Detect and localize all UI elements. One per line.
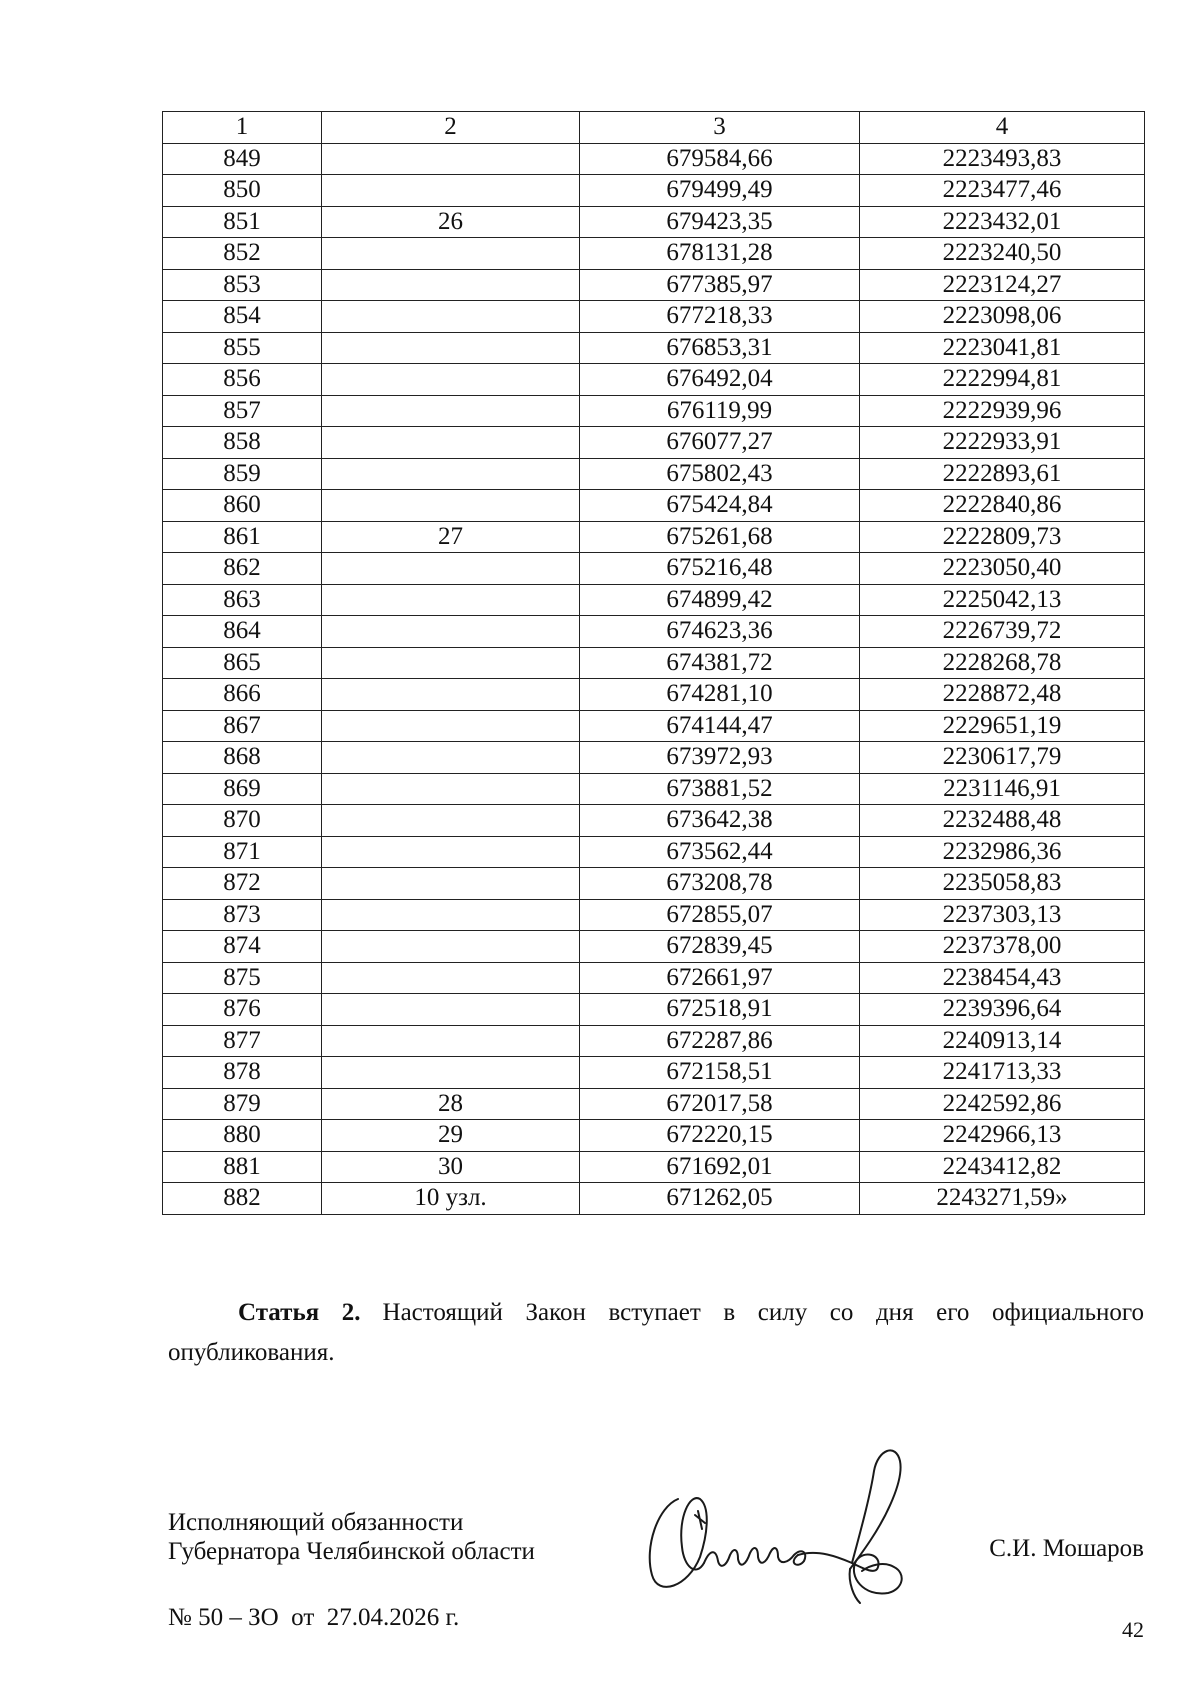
table-row xyxy=(163,364,1145,396)
table-cell xyxy=(322,1025,580,1057)
table-cell: 26 xyxy=(322,206,580,238)
table-cell xyxy=(322,458,580,490)
table-cell: 864 xyxy=(163,616,322,648)
table-row xyxy=(163,238,1145,270)
table-row xyxy=(163,269,1145,301)
table-cell: 676492,04 xyxy=(580,364,860,396)
table-cell: 851 xyxy=(163,206,322,238)
table-cell: 673562,44 xyxy=(580,836,860,868)
table-cell: 2243271,59» xyxy=(860,1183,1145,1215)
table-cell: 679584,66 xyxy=(580,143,860,175)
table-cell: 2223124,27 xyxy=(860,269,1145,301)
table-cell: 2231146,91 xyxy=(860,773,1145,805)
table-cell: 880 xyxy=(163,1120,322,1152)
position-line-1: Исполняющий обязанности xyxy=(168,1509,464,1536)
table-cell: 854 xyxy=(163,301,322,333)
table-cell: 676077,27 xyxy=(580,427,860,459)
table-cell xyxy=(322,364,580,396)
table-cell: 675424,84 xyxy=(580,490,860,522)
table-row xyxy=(163,521,1145,553)
table-cell xyxy=(322,395,580,427)
table-cell xyxy=(322,427,580,459)
table-cell: 673881,52 xyxy=(580,773,860,805)
table-cell: 2232488,48 xyxy=(860,805,1145,837)
column-header: 3 xyxy=(580,112,860,144)
table-row xyxy=(163,584,1145,616)
table-row xyxy=(163,206,1145,238)
table-row xyxy=(163,710,1145,742)
table-cell: 2242592,86 xyxy=(860,1088,1145,1120)
table-cell: 852 xyxy=(163,238,322,270)
table-cell: 863 xyxy=(163,584,322,616)
table-cell: 2223050,40 xyxy=(860,553,1145,585)
table-row xyxy=(163,175,1145,207)
table-cell: 676119,99 xyxy=(580,395,860,427)
table-cell: 2228872,48 xyxy=(860,679,1145,711)
column-header: 4 xyxy=(860,112,1145,144)
table-cell: 672518,91 xyxy=(580,994,860,1026)
table-cell: 677385,97 xyxy=(580,269,860,301)
table-cell: 2242966,13 xyxy=(860,1120,1145,1152)
table-row xyxy=(163,458,1145,490)
table-cell: 2241713,33 xyxy=(860,1057,1145,1089)
table-cell: 676853,31 xyxy=(580,332,860,364)
table-cell xyxy=(322,773,580,805)
table-cell xyxy=(322,647,580,679)
table-cell: 2229651,19 xyxy=(860,710,1145,742)
table-row xyxy=(163,301,1145,333)
table-row xyxy=(163,143,1145,175)
table-row xyxy=(163,332,1145,364)
table-cell: 674623,36 xyxy=(580,616,860,648)
table-cell: 865 xyxy=(163,647,322,679)
article-text: Настоящий Закон вступает в силу со дня его официального опубликования. xyxy=(168,1299,1144,1366)
table-cell xyxy=(322,994,580,1026)
column-header: 1 xyxy=(163,112,322,144)
article-label: Статья 2. xyxy=(238,1299,361,1326)
table-cell: 30 xyxy=(322,1151,580,1183)
position-line-2: Губернатора Челябинской области xyxy=(168,1538,535,1565)
table-cell: 849 xyxy=(163,143,322,175)
table-cell: 866 xyxy=(163,679,322,711)
table-cell: 882 xyxy=(163,1183,322,1215)
table-cell: 873 xyxy=(163,899,322,931)
table-cell: 867 xyxy=(163,710,322,742)
table-row xyxy=(163,836,1145,868)
table-cell xyxy=(322,836,580,868)
table-cell xyxy=(322,742,580,774)
table-cell: 675261,68 xyxy=(580,521,860,553)
table-cell xyxy=(322,899,580,931)
table-cell: 858 xyxy=(163,427,322,459)
table-row xyxy=(163,1183,1145,1215)
table-cell: 869 xyxy=(163,773,322,805)
table-cell: 671262,05 xyxy=(580,1183,860,1215)
table-cell xyxy=(322,616,580,648)
table-cell xyxy=(322,143,580,175)
table-cell xyxy=(322,175,580,207)
table-row xyxy=(163,490,1145,522)
table-cell: 855 xyxy=(163,332,322,364)
table-row xyxy=(163,1151,1145,1183)
table-cell: 28 xyxy=(322,1088,580,1120)
table-cell xyxy=(322,584,580,616)
column-header: 2 xyxy=(322,112,580,144)
table-row xyxy=(163,962,1145,994)
table-cell: 674381,72 xyxy=(580,647,860,679)
table-row xyxy=(163,553,1145,585)
table-row xyxy=(163,1057,1145,1089)
table-cell: 675216,48 xyxy=(580,553,860,585)
table-cell xyxy=(322,931,580,963)
table-header-row xyxy=(163,112,1145,144)
table-row xyxy=(163,899,1145,931)
table-cell xyxy=(322,805,580,837)
table-cell: 872 xyxy=(163,868,322,900)
table-cell: 2225042,13 xyxy=(860,584,1145,616)
table-cell: 2223098,06 xyxy=(860,301,1145,333)
table-row xyxy=(163,931,1145,963)
table-cell: 10 узл. xyxy=(322,1183,580,1215)
table-cell: 672220,15 xyxy=(580,1120,860,1152)
table-cell xyxy=(322,679,580,711)
table-cell: 2239396,64 xyxy=(860,994,1145,1026)
table-cell: 672855,07 xyxy=(580,899,860,931)
table-row xyxy=(163,805,1145,837)
table-cell: 2226739,72 xyxy=(860,616,1145,648)
table-cell xyxy=(322,490,580,522)
table-row xyxy=(163,742,1145,774)
table-cell: 2237303,13 xyxy=(860,899,1145,931)
table-cell: 677218,33 xyxy=(580,301,860,333)
table-cell: 2243412,82 xyxy=(860,1151,1145,1183)
table-row xyxy=(163,395,1145,427)
table-cell: 856 xyxy=(163,364,322,396)
handwritten-signature xyxy=(638,1437,918,1607)
table-cell: 2237378,00 xyxy=(860,931,1145,963)
table-row xyxy=(163,679,1145,711)
table-cell xyxy=(322,301,580,333)
article-2 xyxy=(168,1293,1144,1373)
table-cell: 860 xyxy=(163,490,322,522)
table-cell: 2222809,73 xyxy=(860,521,1145,553)
table-cell: 857 xyxy=(163,395,322,427)
table-row xyxy=(163,616,1145,648)
table-cell: 853 xyxy=(163,269,322,301)
table-cell xyxy=(322,868,580,900)
table-row xyxy=(163,427,1145,459)
signatory-position xyxy=(168,1508,535,1566)
table-cell: 673208,78 xyxy=(580,868,860,900)
table-cell: 672158,51 xyxy=(580,1057,860,1089)
table-cell: 673642,38 xyxy=(580,805,860,837)
table-row xyxy=(163,1120,1145,1152)
table-cell: 868 xyxy=(163,742,322,774)
table-cell xyxy=(322,238,580,270)
table-cell: 673972,93 xyxy=(580,742,860,774)
table-row xyxy=(163,868,1145,900)
table-cell: 674899,42 xyxy=(580,584,860,616)
table-cell: 679499,49 xyxy=(580,175,860,207)
table-cell: 2223493,83 xyxy=(860,143,1145,175)
table-cell: 2223477,46 xyxy=(860,175,1145,207)
table-cell xyxy=(322,710,580,742)
table-cell: 2222893,61 xyxy=(860,458,1145,490)
table-cell: 875 xyxy=(163,962,322,994)
table-cell: 671692,01 xyxy=(580,1151,860,1183)
table-cell: 675802,43 xyxy=(580,458,860,490)
table-cell: 674144,47 xyxy=(580,710,860,742)
law-number-date: № 50 – ЗО от 27.04.2026 г. xyxy=(168,1604,460,1631)
table-cell: 881 xyxy=(163,1151,322,1183)
table-cell: 674281,10 xyxy=(580,679,860,711)
table-row xyxy=(163,994,1145,1026)
table-cell: 2230617,79 xyxy=(860,742,1145,774)
table-cell: 861 xyxy=(163,521,322,553)
signer-name: С.И. Мошаров xyxy=(989,1535,1144,1562)
table-cell xyxy=(322,553,580,585)
table-cell xyxy=(322,962,580,994)
table-row xyxy=(163,1025,1145,1057)
table-cell: 876 xyxy=(163,994,322,1026)
table-row xyxy=(163,1088,1145,1120)
table-cell: 2223041,81 xyxy=(860,332,1145,364)
table-cell: 850 xyxy=(163,175,322,207)
table-row xyxy=(163,647,1145,679)
table-cell: 679423,35 xyxy=(580,206,860,238)
table-cell: 672017,58 xyxy=(580,1088,860,1120)
table-cell: 2240913,14 xyxy=(860,1025,1145,1057)
table-cell xyxy=(322,332,580,364)
table-cell: 2222933,91 xyxy=(860,427,1145,459)
table-cell: 2222994,81 xyxy=(860,364,1145,396)
table-cell: 2235058,83 xyxy=(860,868,1145,900)
table-cell xyxy=(322,1057,580,1089)
table-cell: 672839,45 xyxy=(580,931,860,963)
table-cell: 859 xyxy=(163,458,322,490)
table-cell: 2223240,50 xyxy=(860,238,1145,270)
table-cell: 2228268,78 xyxy=(860,647,1145,679)
table-cell: 870 xyxy=(163,805,322,837)
table-cell: 878 xyxy=(163,1057,322,1089)
page-number: 42 xyxy=(1122,1617,1144,1642)
table-cell: 2222939,96 xyxy=(860,395,1145,427)
table-cell: 2222840,86 xyxy=(860,490,1145,522)
table-cell: 678131,28 xyxy=(580,238,860,270)
table-row xyxy=(163,773,1145,805)
table-cell: 2238454,43 xyxy=(860,962,1145,994)
table-cell: 672661,97 xyxy=(580,962,860,994)
table-cell: 874 xyxy=(163,931,322,963)
table-cell: 871 xyxy=(163,836,322,868)
coordinates-table xyxy=(162,111,1145,1215)
table-cell xyxy=(322,269,580,301)
table-body xyxy=(163,143,1145,1214)
table-cell: 879 xyxy=(163,1088,322,1120)
table-cell: 27 xyxy=(322,521,580,553)
table-cell: 29 xyxy=(322,1120,580,1152)
table-cell: 2223432,01 xyxy=(860,206,1145,238)
table-cell: 2232986,36 xyxy=(860,836,1145,868)
table-cell: 877 xyxy=(163,1025,322,1057)
table-cell: 862 xyxy=(163,553,322,585)
table-cell: 672287,86 xyxy=(580,1025,860,1057)
